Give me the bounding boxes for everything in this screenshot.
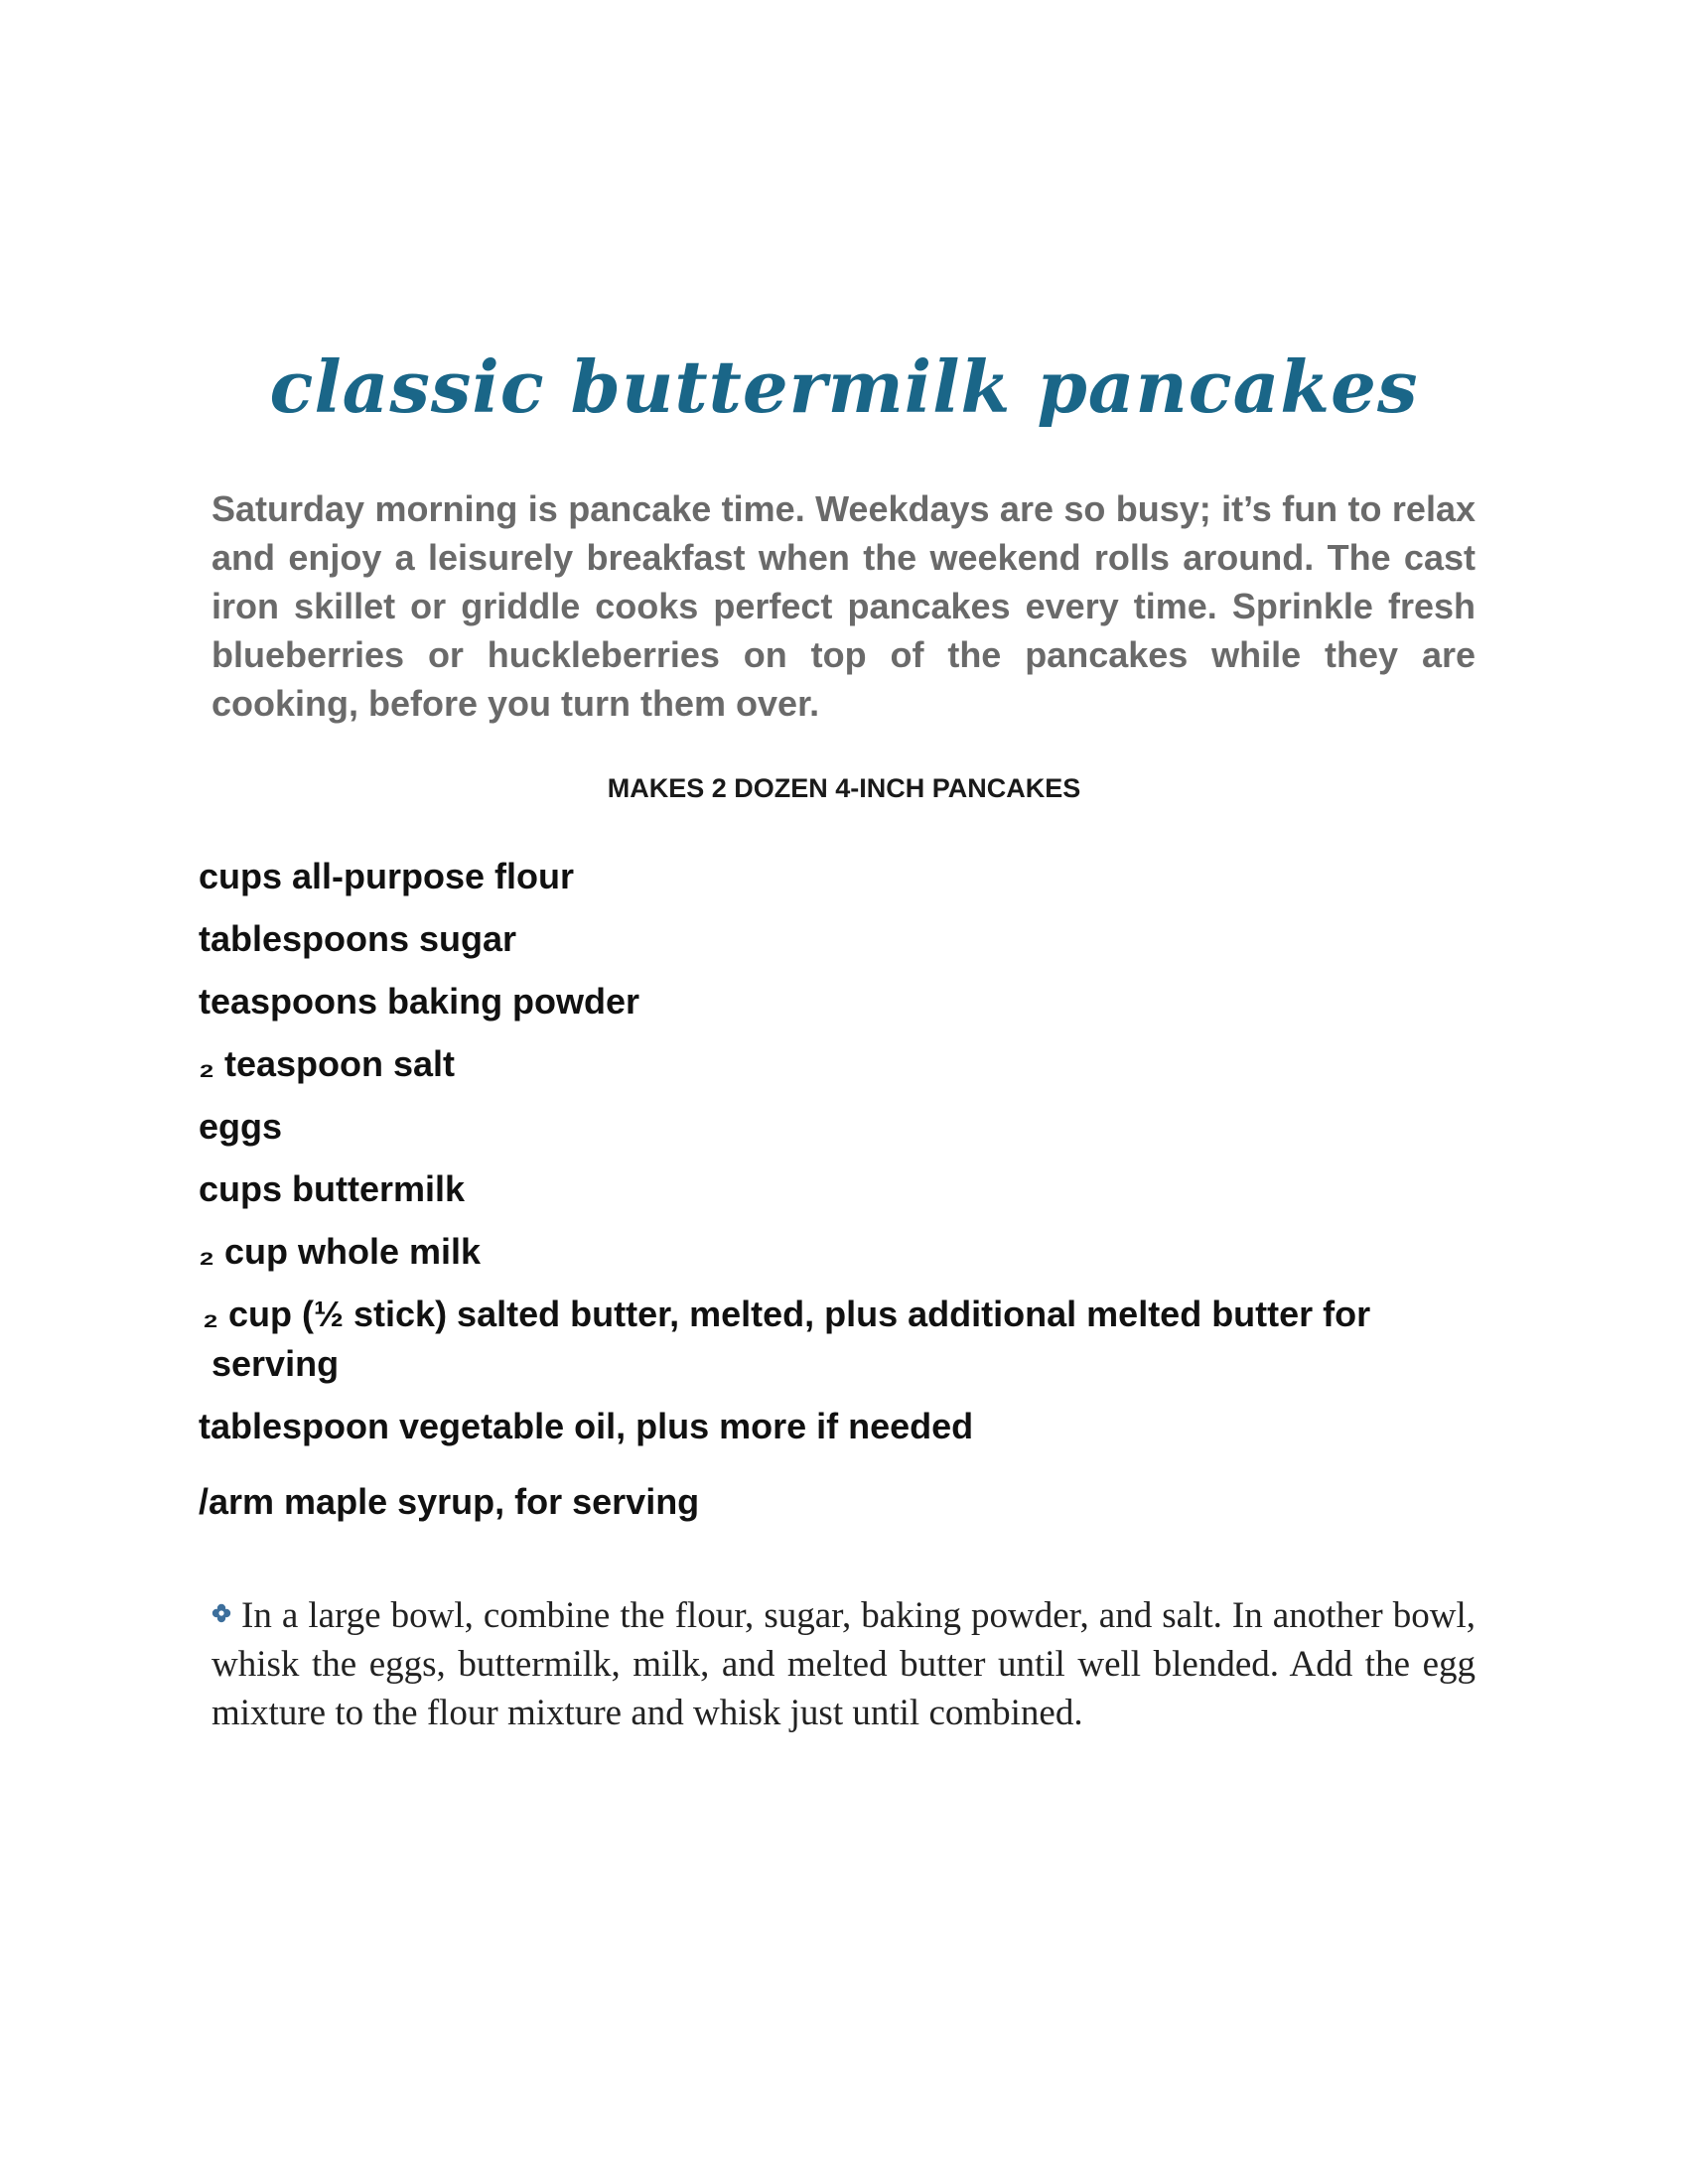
ingredient-item: ₂ cup whole milk	[199, 1231, 482, 1272]
ingredient-list	[199, 852, 1489, 1540]
ingredient-item: tablespoons sugar	[199, 918, 517, 959]
recipe-intro: Saturday morning is pancake time. Weekdays are so busy; it’s fun to relax and enjoy a leisurely breakfast when the weekend rolls around. The cast iron skillet or griddle cooks perfect pancakes every time. Sprinkle fresh blueberries or huckleberries on top of the pancakes while they are cooking, before you turn them over.	[211, 488, 1476, 724]
recipe-yield: MAKES 2 DOZEN 4-INCH PANCAKES	[607, 773, 1081, 803]
recipe-title: classic buttermilk pancakes	[269, 344, 1419, 429]
ingredient-item: eggs	[199, 1106, 283, 1147]
method-step	[211, 1591, 1476, 1737]
ingredient-item: ₂ teaspoon salt	[199, 1043, 456, 1084]
ingredient-item: ₂ cup (½ stick) salted butter, melted, plus additional melted butter for serving	[203, 1294, 1371, 1384]
method-step-text: In a large bowl, combine the flour, sugar, baking powder, and salt. In another bowl, whisk the eggs, buttermilk, milk, and melted butter until well blended. Add the egg mixture to the flour mixture and whisk just until combined.	[211, 1595, 1476, 1733]
cross-ornament-icon	[211, 1603, 231, 1623]
ingredient-item: cups buttermilk	[199, 1168, 466, 1209]
ingredient-item: cups all-purpose flour	[199, 856, 575, 896]
ingredient-item: teaspoons baking powder	[199, 981, 640, 1022]
ingredient-item: tablespoon vegetable oil, plus more if needed	[199, 1406, 974, 1446]
ingredient-item: /arm maple syrup, for serving	[199, 1481, 700, 1522]
